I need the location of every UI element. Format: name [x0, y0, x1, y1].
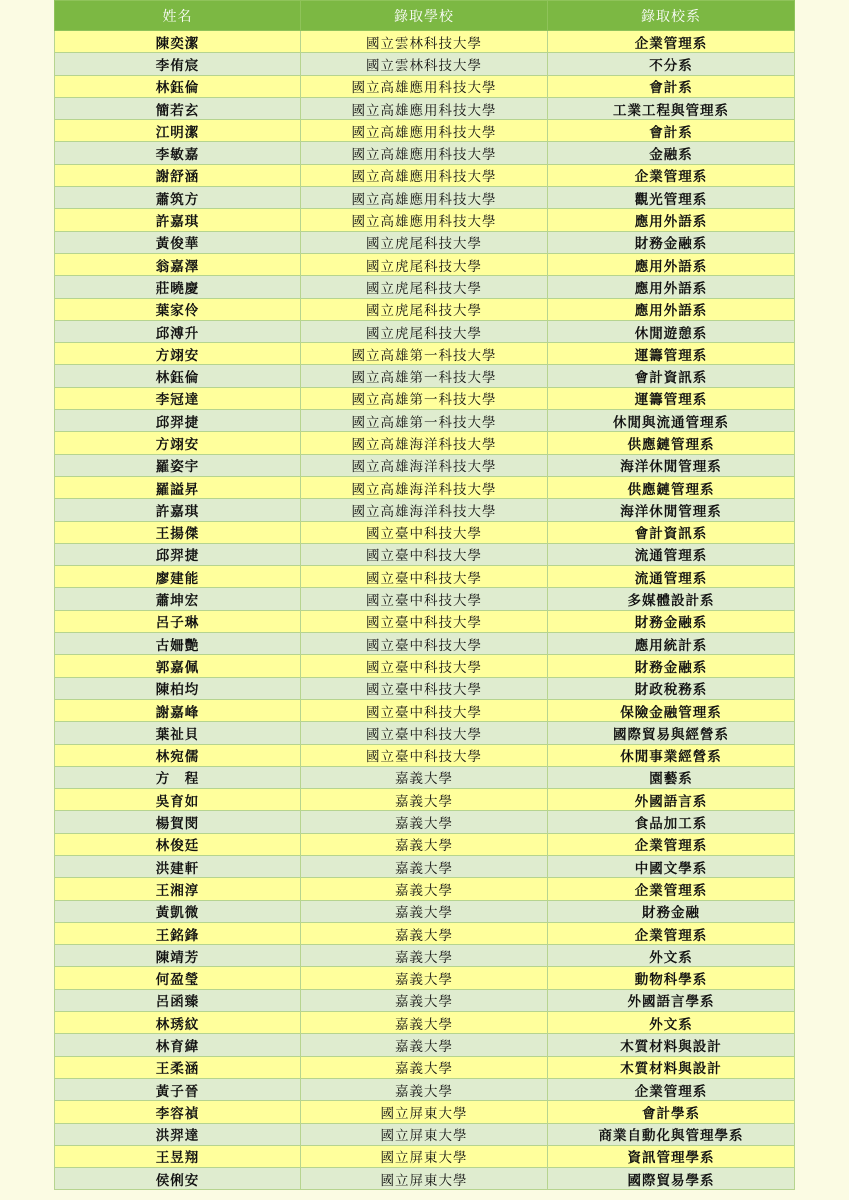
department-cell: 不分系 — [548, 53, 795, 75]
student-name-cell: 李冠達 — [55, 387, 301, 409]
school-cell: 國立臺中科技大學 — [301, 521, 548, 543]
department-cell: 企業管理系 — [548, 1078, 795, 1100]
student-name-cell: 陳靖芳 — [55, 945, 301, 967]
school-cell: 國立臺中科技大學 — [301, 633, 548, 655]
department-cell: 應用外語系 — [548, 253, 795, 275]
student-name-cell: 翁嘉澤 — [55, 253, 301, 275]
student-name-cell: 廖建能 — [55, 566, 301, 588]
school-cell: 國立屏東大學 — [301, 1168, 548, 1190]
table-row — [55, 1056, 795, 1078]
department-cell: 商業自動化與管理學系 — [548, 1123, 795, 1145]
student-name-cell: 郭嘉佩 — [55, 655, 301, 677]
student-name-cell: 莊曉慶 — [55, 276, 301, 298]
table-row — [55, 855, 795, 877]
table-row — [55, 365, 795, 387]
school-cell: 國立高雄海洋科技大學 — [301, 476, 548, 498]
school-cell: 嘉義大學 — [301, 922, 548, 944]
name-column-header: 姓名 — [55, 1, 301, 31]
table-row — [55, 744, 795, 766]
department-cell: 流通管理系 — [548, 566, 795, 588]
table-row — [55, 97, 795, 119]
student-name-cell: 陳奕潔 — [55, 31, 301, 53]
student-name-cell: 黃俊華 — [55, 231, 301, 253]
department-cell: 應用統計系 — [548, 633, 795, 655]
school-cell: 嘉義大學 — [301, 766, 548, 788]
table-row — [55, 789, 795, 811]
department-cell: 企業管理系 — [548, 31, 795, 53]
department-cell: 木質材料與設計 — [548, 1056, 795, 1078]
school-cell: 嘉義大學 — [301, 878, 548, 900]
school-cell: 國立高雄海洋科技大學 — [301, 432, 548, 454]
student-name-cell: 許嘉琪 — [55, 209, 301, 231]
table-row — [55, 432, 795, 454]
school-cell: 嘉義大學 — [301, 833, 548, 855]
department-cell: 應用外語系 — [548, 209, 795, 231]
header-row — [55, 1, 795, 31]
table-row — [55, 499, 795, 521]
table-row — [55, 253, 795, 275]
student-name-cell: 吳育如 — [55, 789, 301, 811]
school-cell: 國立屏東大學 — [301, 1145, 548, 1167]
department-cell: 財政稅務系 — [548, 677, 795, 699]
student-name-cell: 李容禎 — [55, 1101, 301, 1123]
student-name-cell: 楊賀閔 — [55, 811, 301, 833]
table-row — [55, 833, 795, 855]
department-cell: 供應鏈管理系 — [548, 432, 795, 454]
student-name-cell: 邱羿捷 — [55, 410, 301, 432]
student-name-cell: 何盈瑩 — [55, 967, 301, 989]
table-row — [55, 655, 795, 677]
school-cell: 國立高雄海洋科技大學 — [301, 454, 548, 476]
department-cell: 中國文學系 — [548, 855, 795, 877]
school-cell: 嘉義大學 — [301, 967, 548, 989]
department-cell: 企業管理系 — [548, 164, 795, 186]
table-row — [55, 1034, 795, 1056]
department-cell: 企業管理系 — [548, 878, 795, 900]
table-row — [55, 320, 795, 342]
department-cell: 海洋休閒管理系 — [548, 499, 795, 521]
school-cell: 國立臺中科技大學 — [301, 699, 548, 721]
school-cell: 嘉義大學 — [301, 811, 548, 833]
school-cell: 嘉義大學 — [301, 1078, 548, 1100]
department-cell: 會計資訊系 — [548, 521, 795, 543]
table-row — [55, 521, 795, 543]
student-name-cell: 羅姿宇 — [55, 454, 301, 476]
school-cell: 國立高雄第一科技大學 — [301, 387, 548, 409]
table-row — [55, 31, 795, 53]
department-cell: 觀光管理系 — [548, 187, 795, 209]
department-cell: 國際貿易學系 — [548, 1168, 795, 1190]
table-row — [55, 967, 795, 989]
department-cell: 國際貿易與經營系 — [548, 722, 795, 744]
student-name-cell: 洪建軒 — [55, 855, 301, 877]
student-name-cell: 呂子琳 — [55, 610, 301, 632]
department-cell: 木質材料與設計 — [548, 1034, 795, 1056]
school-cell: 國立臺中科技大學 — [301, 610, 548, 632]
table-row — [55, 276, 795, 298]
department-cell: 資訊管理學系 — [548, 1145, 795, 1167]
school-cell: 嘉義大學 — [301, 900, 548, 922]
school-cell: 國立屏東大學 — [301, 1101, 548, 1123]
table-body — [55, 31, 795, 1190]
dept-column-header: 錄取校系 — [548, 1, 795, 31]
department-cell: 金融系 — [548, 142, 795, 164]
school-cell: 國立雲林科技大學 — [301, 31, 548, 53]
school-cell: 國立高雄應用科技大學 — [301, 97, 548, 119]
student-name-cell: 王柔涵 — [55, 1056, 301, 1078]
table-row — [55, 120, 795, 142]
table-row — [55, 566, 795, 588]
school-cell: 國立高雄應用科技大學 — [301, 209, 548, 231]
student-name-cell: 林俊廷 — [55, 833, 301, 855]
student-name-cell: 王揚傑 — [55, 521, 301, 543]
department-cell: 休閒遊憩系 — [548, 320, 795, 342]
student-name-cell: 王湘淳 — [55, 878, 301, 900]
department-cell: 會計資訊系 — [548, 365, 795, 387]
department-cell: 外國語言學系 — [548, 989, 795, 1011]
school-cell: 國立雲林科技大學 — [301, 53, 548, 75]
student-name-cell: 李侑宸 — [55, 53, 301, 75]
student-name-cell: 王銘鋒 — [55, 922, 301, 944]
student-name-cell: 林宛儒 — [55, 744, 301, 766]
school-cell: 國立臺中科技大學 — [301, 588, 548, 610]
department-cell: 多媒體設計系 — [548, 588, 795, 610]
school-cell: 國立虎尾科技大學 — [301, 276, 548, 298]
student-name-cell: 古姍艷 — [55, 633, 301, 655]
table-row — [55, 231, 795, 253]
student-name-cell: 江明潔 — [55, 120, 301, 142]
table-row — [55, 699, 795, 721]
student-name-cell: 方翊安 — [55, 343, 301, 365]
table-row — [55, 1123, 795, 1145]
student-name-cell: 呂函臻 — [55, 989, 301, 1011]
department-cell: 工業工程與管理系 — [548, 97, 795, 119]
department-cell: 供應鏈管理系 — [548, 476, 795, 498]
student-name-cell: 洪羿達 — [55, 1123, 301, 1145]
student-name-cell: 葉家伶 — [55, 298, 301, 320]
school-cell: 國立虎尾科技大學 — [301, 320, 548, 342]
table-row — [55, 900, 795, 922]
school-cell: 國立虎尾科技大學 — [301, 231, 548, 253]
school-cell: 嘉義大學 — [301, 945, 548, 967]
student-name-cell: 黃凱微 — [55, 900, 301, 922]
department-cell: 動物科學系 — [548, 967, 795, 989]
school-cell: 國立虎尾科技大學 — [301, 253, 548, 275]
school-cell: 國立臺中科技大學 — [301, 744, 548, 766]
department-cell: 食品加工系 — [548, 811, 795, 833]
table-row — [55, 811, 795, 833]
student-name-cell: 許嘉琪 — [55, 499, 301, 521]
department-cell: 海洋休閒管理系 — [548, 454, 795, 476]
department-cell: 企業管理系 — [548, 833, 795, 855]
student-name-cell: 方翊安 — [55, 432, 301, 454]
table-row — [55, 610, 795, 632]
student-name-cell: 林鈺倫 — [55, 75, 301, 97]
table-row — [55, 75, 795, 97]
table-row — [55, 588, 795, 610]
school-cell: 嘉義大學 — [301, 1056, 548, 1078]
admission-table — [54, 0, 795, 1190]
department-cell: 財務金融系 — [548, 610, 795, 632]
student-name-cell: 王昱翔 — [55, 1145, 301, 1167]
table-row — [55, 387, 795, 409]
department-cell: 財務金融 — [548, 900, 795, 922]
student-name-cell: 簡若玄 — [55, 97, 301, 119]
school-cell: 國立高雄應用科技大學 — [301, 75, 548, 97]
department-cell: 保險金融管理系 — [548, 699, 795, 721]
student-name-cell: 邱羿捷 — [55, 543, 301, 565]
table-row — [55, 766, 795, 788]
school-cell: 國立高雄應用科技大學 — [301, 187, 548, 209]
table-row — [55, 1078, 795, 1100]
student-name-cell: 陳柏均 — [55, 677, 301, 699]
department-cell: 外國語言系 — [548, 789, 795, 811]
table-row — [55, 1145, 795, 1167]
school-cell: 國立臺中科技大學 — [301, 655, 548, 677]
table-row — [55, 878, 795, 900]
student-name-cell: 邱溥升 — [55, 320, 301, 342]
school-cell: 嘉義大學 — [301, 1034, 548, 1056]
student-name-cell: 林琇紋 — [55, 1012, 301, 1034]
school-cell: 國立高雄應用科技大學 — [301, 164, 548, 186]
student-name-cell: 蕭筑方 — [55, 187, 301, 209]
school-cell: 國立屏東大學 — [301, 1123, 548, 1145]
department-cell: 應用外語系 — [548, 298, 795, 320]
table-row — [55, 1168, 795, 1190]
department-cell: 企業管理系 — [548, 922, 795, 944]
department-cell: 會計系 — [548, 120, 795, 142]
department-cell: 財務金融系 — [548, 655, 795, 677]
table-row — [55, 1101, 795, 1123]
table-row — [55, 53, 795, 75]
school-cell: 國立高雄第一科技大學 — [301, 410, 548, 432]
department-cell: 休閒與流通管理系 — [548, 410, 795, 432]
department-cell: 外文系 — [548, 945, 795, 967]
department-cell: 應用外語系 — [548, 276, 795, 298]
school-cell: 國立臺中科技大學 — [301, 566, 548, 588]
department-cell: 流通管理系 — [548, 543, 795, 565]
department-cell: 園藝系 — [548, 766, 795, 788]
table-row — [55, 164, 795, 186]
student-name-cell: 謝舒涵 — [55, 164, 301, 186]
table-row — [55, 945, 795, 967]
school-cell: 國立高雄應用科技大學 — [301, 120, 548, 142]
table-row — [55, 476, 795, 498]
school-cell: 嘉義大學 — [301, 989, 548, 1011]
table-row — [55, 298, 795, 320]
table-row — [55, 989, 795, 1011]
student-name-cell: 林育緯 — [55, 1034, 301, 1056]
school-cell: 國立高雄第一科技大學 — [301, 365, 548, 387]
admission-list — [54, 0, 794, 1190]
school-cell: 國立虎尾科技大學 — [301, 298, 548, 320]
department-cell: 會計系 — [548, 75, 795, 97]
school-cell: 國立高雄第一科技大學 — [301, 343, 548, 365]
school-cell: 嘉義大學 — [301, 1012, 548, 1034]
school-cell: 國立臺中科技大學 — [301, 543, 548, 565]
student-name-cell: 李敏嘉 — [55, 142, 301, 164]
student-name-cell: 黃子晉 — [55, 1078, 301, 1100]
department-cell: 外文系 — [548, 1012, 795, 1034]
school-cell: 國立高雄應用科技大學 — [301, 142, 548, 164]
student-name-cell: 方 程 — [55, 766, 301, 788]
table-row — [55, 410, 795, 432]
table-row — [55, 187, 795, 209]
department-cell: 會計學系 — [548, 1101, 795, 1123]
table-row — [55, 677, 795, 699]
student-name-cell: 謝嘉峰 — [55, 699, 301, 721]
school-cell: 國立臺中科技大學 — [301, 722, 548, 744]
department-cell: 運籌管理系 — [548, 387, 795, 409]
student-name-cell: 葉祉貝 — [55, 722, 301, 744]
table-row — [55, 922, 795, 944]
student-name-cell: 侯俐安 — [55, 1168, 301, 1190]
table-row — [55, 209, 795, 231]
department-cell: 休閒事業經營系 — [548, 744, 795, 766]
table-row — [55, 633, 795, 655]
table-header — [55, 1, 795, 31]
table-row — [55, 543, 795, 565]
student-name-cell: 羅謚昇 — [55, 476, 301, 498]
school-cell: 嘉義大學 — [301, 855, 548, 877]
school-cell: 嘉義大學 — [301, 789, 548, 811]
table-row — [55, 343, 795, 365]
department-cell: 財務金融系 — [548, 231, 795, 253]
student-name-cell: 林鈺倫 — [55, 365, 301, 387]
school-cell: 國立臺中科技大學 — [301, 677, 548, 699]
table-row — [55, 722, 795, 744]
school-column-header: 錄取學校 — [301, 1, 548, 31]
table-row — [55, 142, 795, 164]
department-cell: 運籌管理系 — [548, 343, 795, 365]
table-row — [55, 454, 795, 476]
school-cell: 國立高雄海洋科技大學 — [301, 499, 548, 521]
table-row — [55, 1012, 795, 1034]
student-name-cell: 蕭坤宏 — [55, 588, 301, 610]
